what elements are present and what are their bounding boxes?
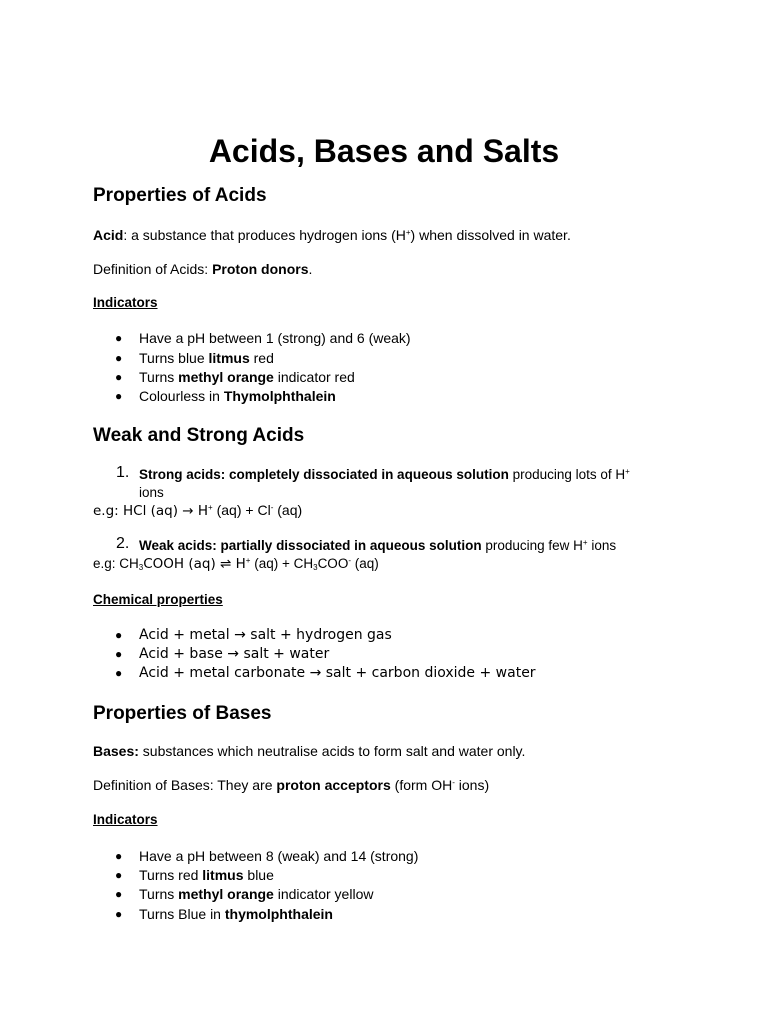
chemical-properties-label: Chemical properties	[93, 592, 223, 607]
equation-text: e.g: CH	[93, 556, 139, 571]
list-item-text: producing few H	[481, 538, 583, 553]
equation-text: (aq)	[351, 556, 379, 571]
bullet-icon: ●	[115, 887, 123, 901]
list-item-text: red	[249, 350, 274, 366]
bases-definition	[93, 742, 525, 760]
list-item-text: ions	[587, 538, 617, 553]
bullet-icon: ●	[115, 647, 123, 661]
superscript: +	[405, 228, 411, 237]
list-item	[115, 349, 274, 367]
list-item-bold: litmus	[202, 867, 244, 883]
list-item	[115, 645, 330, 663]
acid-term: Acid	[93, 227, 124, 243]
list-item-text: indicator yellow	[273, 886, 374, 902]
heading-properties-of-acids: Properties of Acids	[93, 185, 267, 206]
equation-text: COO	[317, 556, 349, 571]
list-item	[115, 626, 392, 644]
definition-end: .	[308, 261, 313, 277]
list-item-text: indicator red	[273, 369, 355, 385]
list-item-text: Turns Blue in	[139, 906, 225, 922]
heading-weak-and-strong-acids: Weak and Strong Acids	[93, 425, 305, 446]
definition-label: Definition of Acids:	[93, 261, 213, 277]
bullet-icon: ●	[115, 351, 123, 365]
list-item-bold: methyl orange	[178, 886, 274, 902]
acid-proton-definition	[93, 260, 312, 278]
list-item-text: Have a pH between 8 (weak) and 14 (strong)	[139, 848, 419, 864]
list-item-bold: thymolphthalein	[224, 906, 333, 922]
list-item	[115, 885, 374, 903]
acid-def-text-end: ) when dissolved in water.	[410, 227, 571, 243]
bullet-icon: ●	[115, 666, 123, 680]
subscript: 3	[313, 563, 318, 572]
definition-bold: proton acceptors	[276, 777, 391, 793]
base-indicators-label: Indicators	[93, 812, 158, 827]
list-item	[115, 329, 411, 347]
equation-strong	[93, 501, 302, 520]
acid-indicators-label: Indicators	[93, 295, 158, 310]
list-item-bold: methyl orange	[178, 369, 274, 385]
list-item	[115, 905, 333, 923]
superscript: +	[625, 467, 630, 476]
superscript: -	[452, 778, 455, 787]
equation-text: (aq) + Cl	[212, 502, 271, 518]
bullet-icon: ●	[115, 628, 123, 642]
equation-text: (aq) + CH	[250, 556, 314, 571]
superscript: +	[245, 556, 251, 565]
list-item	[115, 387, 336, 405]
definition-bold: Proton donors	[212, 261, 309, 277]
acid-definition	[93, 226, 571, 244]
list-number: 2.	[116, 535, 130, 552]
list-item-text: Acid + metal carbonate → salt + carbon dioxide + water	[139, 665, 536, 681]
list-number: 1.	[116, 464, 130, 481]
list-item-text: Turns blue	[139, 350, 209, 366]
superscript: +	[582, 538, 588, 547]
list-item	[115, 847, 419, 865]
list-item-bold: litmus	[208, 350, 250, 366]
list-item-text: Turns red	[139, 867, 203, 883]
list-item-continuation: ions	[139, 485, 164, 500]
list-item	[116, 464, 630, 484]
equation-text: COOH (aq) ⇌ H	[143, 556, 246, 572]
list-item	[116, 535, 617, 555]
list-item-bold: Strong acids: completely dissociated in aqueous solution	[139, 467, 509, 482]
list-item-text: Acid + base → salt + water	[139, 646, 330, 662]
list-item-text: producing lots of H	[508, 467, 626, 482]
superscript: +	[208, 503, 213, 512]
list-item	[115, 368, 355, 386]
list-item-text: Turns	[139, 886, 179, 902]
bullet-icon: ●	[115, 389, 123, 403]
bullet-icon: ●	[115, 370, 123, 384]
bullet-icon: ●	[115, 849, 123, 863]
list-item	[115, 866, 274, 884]
list-item-text: blue	[243, 867, 274, 883]
equation-text: e.g: HCl (aq) → H	[93, 503, 209, 519]
page-title: Acids, Bases and Salts	[208, 133, 560, 169]
bases-def-text: substances which neutralise acids to form salt and water only.	[138, 743, 526, 759]
list-item-text: Turns	[139, 369, 179, 385]
bases-proton-definition	[93, 776, 489, 794]
list-item	[115, 664, 536, 682]
list-item-text: Have a pH between 1 (strong) and 6 (weak)	[139, 330, 411, 346]
bullet-icon: ●	[115, 331, 123, 345]
heading-properties-of-bases: Properties of Bases	[93, 703, 272, 724]
list-item-bold: Weak acids: partially dissociated in aqueous solution	[139, 538, 482, 553]
acid-def-text: : a substance that produces hydrogen ions (H	[123, 227, 406, 243]
bases-term: Bases:	[93, 743, 139, 759]
definition-label: Definition of Bases: They are	[93, 777, 277, 793]
definition-text: (form OH	[390, 777, 453, 793]
equation-weak	[93, 555, 379, 573]
bullet-icon: ●	[115, 868, 123, 882]
bullet-icon: ●	[115, 907, 123, 921]
subscript: 3	[138, 563, 144, 572]
definition-end: ions)	[454, 777, 490, 793]
superscript: -	[270, 503, 274, 512]
list-item-text: Acid + metal → salt + hydrogen gas	[139, 627, 392, 643]
list-item-bold: Thymolphthalein	[223, 388, 336, 404]
superscript: -	[348, 556, 351, 565]
equation-text: (aq)	[273, 502, 303, 518]
list-item-text: Colourless in	[139, 388, 224, 404]
